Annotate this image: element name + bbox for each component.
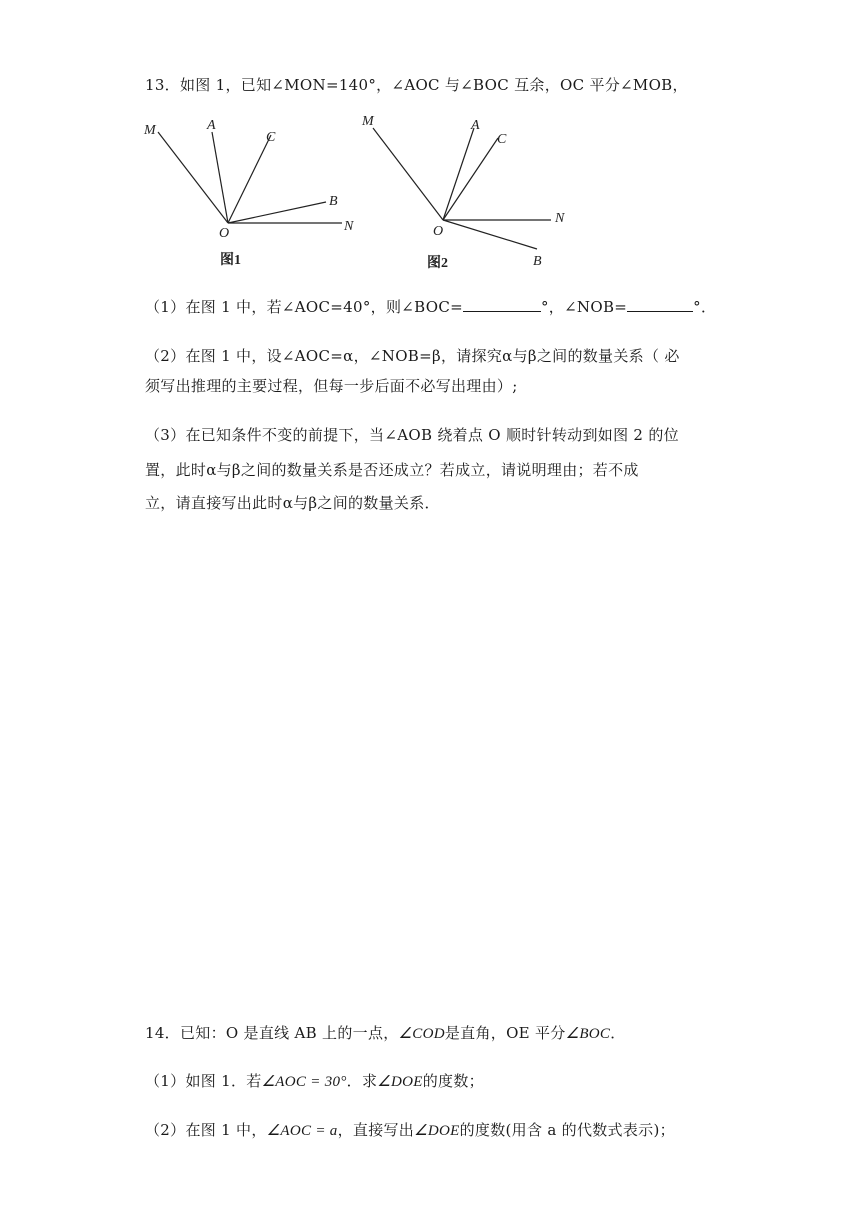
- fig1-label-c: C: [266, 130, 276, 145]
- fig1-label-b: B: [329, 194, 338, 209]
- q14-part2-text-e: 的度数(用含 a 的代数式表示)；: [459, 1121, 675, 1139]
- fig2-label-b: B: [533, 254, 542, 269]
- fig1-caption: 图1: [220, 253, 241, 268]
- figure-1: [140, 112, 370, 272]
- q14-part2-text-c: ，直接写出: [337, 1121, 415, 1139]
- q14-part2-text-a: （2）在图 1 中，: [145, 1121, 267, 1139]
- q13-part1-text-a: （1）在图 1 中，若∠AOC=40°，则∠BOC=: [145, 298, 463, 316]
- fig1-label-n: N: [344, 219, 354, 234]
- q14-stem-text-a: 14．已知：O 是直线 AB 上的一点，: [145, 1024, 399, 1042]
- fig2-label-a: A: [471, 118, 480, 133]
- q14-stem: [145, 1022, 626, 1043]
- q14-angle-boc: ∠BOC: [565, 1026, 611, 1042]
- q14-part1-text-c: ．求: [346, 1072, 378, 1090]
- fig1-label-a: A: [207, 118, 216, 133]
- q13-part1-text-c: °．: [693, 298, 717, 316]
- q14-part1: [145, 1070, 484, 1091]
- q14-stem-text-e: ．: [610, 1024, 626, 1042]
- fig2-label-o: O: [433, 224, 444, 239]
- q14-angle-cod: ∠COD: [398, 1026, 445, 1042]
- q13-part3-line3: 立，请直接写出此时α与β之间的数量关系．: [145, 494, 440, 512]
- q14-part1-angle-doe: ∠DOE: [377, 1074, 423, 1090]
- q14-part2-angle-doe: ∠DOE: [414, 1123, 460, 1139]
- fig1-label-o: O: [219, 226, 230, 241]
- q14-part1-angle-aoc: ∠AOC = 30°: [261, 1074, 347, 1090]
- q14-part2: [145, 1119, 675, 1140]
- q14-part2-angle-aoc: ∠AOC = a: [266, 1123, 338, 1139]
- q14-part1-text-a: （1）如图 1．若: [145, 1072, 262, 1090]
- fig2-label-n: N: [555, 211, 565, 226]
- fig2-label-m: M: [362, 114, 374, 129]
- q13-part2-line2: 须写出推理的主要过程，但每一步后面不必写出理由）;: [145, 377, 518, 395]
- q13-part3-line1: （3）在已知条件不变的前提下，当∠AOB 绕着点 O 顺时针转动到如图 2 的位: [145, 426, 679, 444]
- q14-stem-text-c: 是直角，OE 平分: [444, 1024, 566, 1042]
- q13-stem: 13．如图 1，已知∠MON=140°，∠AOC 与∠BOC 互余，OC 平分∠MOB，: [145, 76, 688, 94]
- q13-part3-line2: 置，此时α与β之间的数量关系是否还成立？若成立，请说明理由；若不成: [145, 461, 639, 479]
- q13-part1: [145, 296, 716, 317]
- q14-part1-text-e: 的度数；: [422, 1072, 484, 1090]
- q13-part1-text-b: °，∠NOB=: [540, 298, 628, 316]
- fig1-label-m: M: [144, 123, 156, 138]
- answer-blank-nob[interactable]: [627, 297, 693, 312]
- fig2-label-c: C: [497, 132, 507, 147]
- answer-blank-boc[interactable]: [463, 297, 541, 312]
- q13-part2-line1: （2）在图 1 中，设∠AOC=α，∠NOB=β，请探究α与β之间的数量关系（ 必: [145, 347, 680, 365]
- fig2-caption: 图2: [427, 256, 448, 271]
- figure-2: [355, 108, 585, 273]
